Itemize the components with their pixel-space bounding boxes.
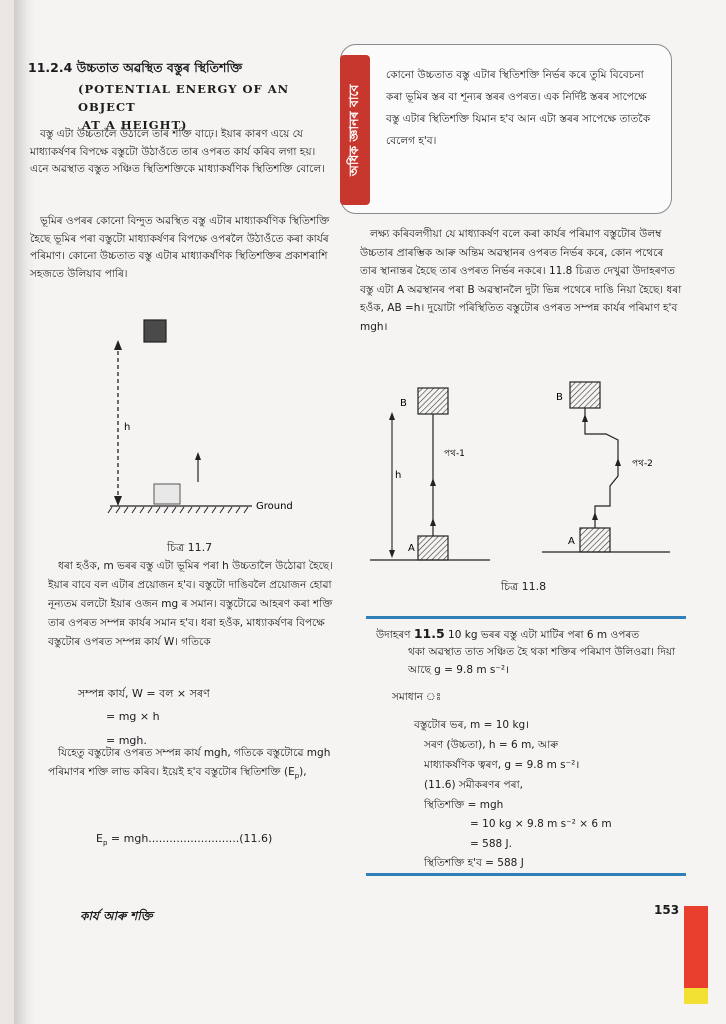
example-question: থকা অৱস্থাত তাত সঞ্চিত হৈ থকা শক্তিৰ পৰিমাণ উলিওৱা। দিয়া আছে g = 9.8 m s⁻²। [408,646,676,676]
solution-label: সমাধান ঃ [392,691,442,703]
path-2-arrow-3 [582,414,588,422]
page-edge-red-bar [684,906,708,988]
example-label: উদাহৰণ [376,629,414,641]
solution-pe-formula: স্থিতিশক্তি = mgh [424,799,504,811]
solution-mass: বস্তুটোৰ ভৰ, m = 10 kg। [414,719,530,731]
left-paragraph-4-sub: p [294,772,300,781]
solution-result: = 588 J. [470,838,512,850]
block-A-left [418,536,448,560]
page-edge-yellow-bar [684,988,708,1004]
solution-height: সৰণ (উচ্চতা), h = 6 m, আৰু [424,739,559,751]
more-knowledge-text: কোনো উচ্চতাত বস্তু এটাৰ স্থিতিশক্তি নিৰ্ভৰ কৰে তুমি বিবেচনা কৰা ভূমিৰ স্তৰ বা শূন্যৰ স্তৰৰ ওপৰত। এক নিৰ্দিষ্ট স্তৰৰ সাপেক্ষে বস্তু এটাৰ স্থিতিশক্তি যিমান হ'ব আন এটা স্তৰৰ সাপেক্ষে তাতকৈ বেলেগ হ'ব। [386,69,651,147]
label-h: h [124,422,131,433]
label-path-2: পথ-2 [632,459,653,469]
example-number: 11.5 [413,626,445,641]
path-1-arrow [430,478,436,486]
equation-11-6-sub: p [102,839,108,848]
solution-from-eq: (11.6) সমীকৰণৰ পৰা, [424,779,523,791]
right-paragraph-1: লক্ষ্য কৰিবলগীয়া যে মাধ্যাকৰ্ষণ বলে কৰা কাৰ্যৰ পৰিমাণ বস্তুটোৰ উলম্ব উচ্চতাৰ প্ৰাৰম্ভিক আৰু অন্তিম অৱস্থানৰ ওপৰত নিৰ্ভৰ কৰে, কোন পথেৰে তাৰ স্থানান্তৰ হৈছে তাৰ ওপৰত নিৰ্ভৰ নকৰে। 11.8 চিত্ৰত দেখুৱা উদাহৰণত বস্তু এটা A অৱস্থানৰ পৰা B অৱস্থানলৈ দুটা ভিন্ন পথেৰে দাঙি নিয়া হৈছে। ধৰা হওঁক, AB =h। দুয়োটা পৰিস্থিতিত বস্তুটোৰ ওপৰত সম্পন্ন কাৰ্যৰ পৰিমাণ হ'ব mgh। [360,228,682,333]
solution-gravity: মাধ্যাকৰ্ষণিক ত্বৰণ, g = 9.8 m s⁻²। [424,759,580,771]
left-paragraph-3: ধৰা হওঁক, m ভৰৰ বস্তু এটা ভূমিৰ পৰা h উচ্চতালৈ উঠোৱা হৈছে। ইয়াৰ বাবে বল এটাৰ প্ৰয়োজন হ'ব। বস্তুটো দাঙিবলৈ প্ৰয়োজন হোৱা নূন্যতম বলটো ইয়াৰ ওজন mg ৰ সমান। বস্তুটোৱে আহৰণ কৰা শক্তি তাৰ ওপৰত সম্পন্ন কাৰ্যৰ সমান হ'ব। ধৰা হওঁক, মাধ্যাকৰ্ষণৰ বিপক্ষে বস্তুটোৰ ওপৰত সম্পন্ন কাৰ্য W। গতিকে [48,560,333,648]
height-arrow-down-head [114,496,122,506]
equation-step-2: = mgh. [106,734,147,747]
h-arrow-down [389,550,395,558]
label-B-right: B [556,392,563,403]
label-path-1: পথ-1 [444,449,465,459]
section-heading: 11.2.4 উচ্চতাত অৱস্থিত বস্তুৰ স্থিতিশক্তি [28,60,243,75]
equation-step-1: = mg × h [106,710,160,723]
label-B-left: B [400,398,407,409]
path-2-arrow-2 [615,458,621,466]
label-ground: Ground [256,501,293,512]
heading-english-line1: (POTENTIAL ENERGY OF AN OBJECT [78,82,290,114]
left-paragraph-2: ভূমিৰ ওপৰৰ কোনো বিন্দুত অৱস্থিত বস্তু এটাৰ মাধ্যাকৰ্ষণিক স্থিতিশক্তি হৈছে ভূমিৰ পৰা বস্তুটো মাধ্যাকৰ্ষণৰ বিপক্ষে ওপৰলৈ উঠাওঁতে কৰা কাৰ্যৰ পৰিমাণ। কোনো উচ্চতাত বস্তু এটাৰ মাধ্যাকৰ্ষণিক স্থিতিশক্তিৰ প্ৰকাশৰাশি সহজতে উলিয়াব পাৰি। [30,215,330,280]
left-paragraph-1: বস্তু এটা উচ্চতালৈ উঠালে তাৰ শক্তি বাঢ়ে। ইয়াৰ কাৰণ এয়ে যে মাধ্যাকৰ্ষণৰ বিপক্ষে বস্তুটো উঠাওঁতে তাৰ ওপৰত কাৰ্য কৰিব লগা হয়। এনে অৱস্থাত বস্তুত সঞ্চিত স্থিতিশক্তিকে মাধ্যাকৰ্ষণিক স্থিতিশক্তি বোলে। [30,128,325,175]
equation-work: সম্পন্ন কাৰ্য, W = বল × সৰণ [78,687,210,700]
solution-substitution: = 10 kg × 9.8 m s⁻² × 6 m [470,818,612,830]
block-B-right [570,382,600,408]
label-A-right: A [568,536,575,547]
label-h-118: h [395,470,402,481]
example-top-rule [366,616,686,619]
page-number: 153 [654,903,680,917]
example-title [376,625,686,644]
solution-final: স্থিতিশক্তি হ'ব = 588 J [424,857,524,869]
example-bottom-rule [366,873,686,876]
equation-11-6 [96,832,272,847]
h-arrow-up [389,412,395,420]
equation-11-6-symbol: E [96,832,103,845]
figure-11-7-caption: চিত্ৰ 11.7 [167,541,213,554]
block-A-right [580,528,610,552]
path-2-line [585,408,618,528]
label-A-left: A [408,543,415,554]
ground-block [154,484,180,504]
left-paragraph-4-text: যিহেতু বস্তুটোৰ ওপৰত সম্পন্ন কাৰ্য mgh, গতিকে বস্তুটোৱে mgh পৰিমাণৰ শক্তি লাভ কৰিব। ইয়েই হ'ব বস্তুটোৰ স্থিতিশক্তি (E [48,747,331,778]
ground-hatching [108,507,248,513]
figure-11-8-caption: চিত্ৰ 11.8 [501,580,547,593]
chapter-title: কাৰ্য আৰু শক্তি [80,909,153,923]
lift-arrow-head [195,452,201,460]
figure-11-7 [80,310,350,520]
more-knowledge-tab-label: অধিক জ্ঞানৰ বাবে [346,84,361,176]
block-B-left [418,388,448,414]
path-1-arrow-lower [430,518,436,526]
example-question-start: 10 kg ভৰৰ বস্তু এটা মাটিৰ পৰা 6 m ওপৰত [444,629,640,641]
left-paragraph-4-tail: ), [299,766,307,778]
path-2-arrow-1 [592,512,598,520]
figure-11-8 [370,378,690,568]
equation-11-6-body: = mgh..........................(11.6) [107,832,273,845]
raised-block [144,320,166,342]
left-paragraph-4 [48,744,338,786]
heading-english-line2: AT A HEIGHT) [82,118,188,132]
height-arrow-up-head [114,340,122,350]
